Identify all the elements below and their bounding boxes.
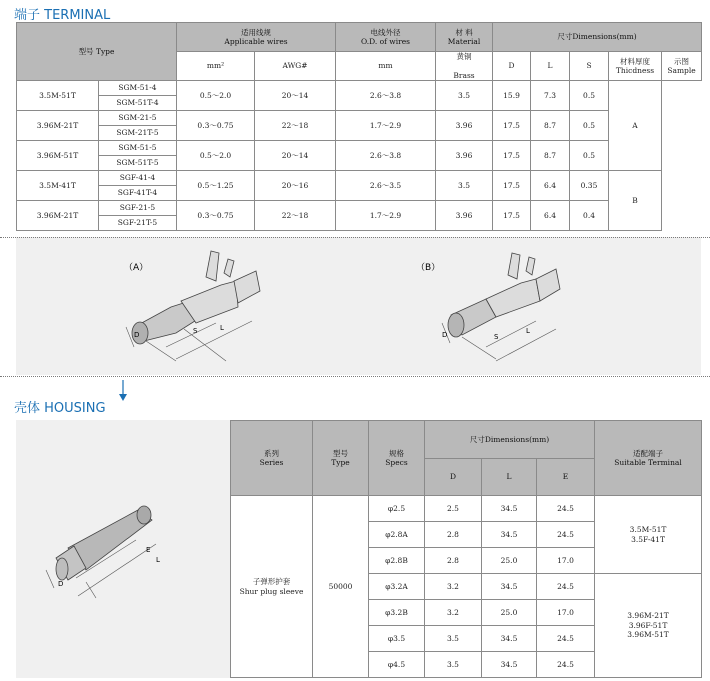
divider-bottom <box>0 376 710 377</box>
suitable-item: 3.5F-41T <box>631 534 665 544</box>
material-cell <box>436 52 493 81</box>
cell-h-d: 3.2 <box>425 600 482 626</box>
cell-type-no: 50000 <box>313 496 369 678</box>
col-series-cn: 系列 <box>264 448 279 458</box>
cell-awg: 22～18 <box>255 201 336 231</box>
terminal-drawings <box>16 237 701 375</box>
cell-type: SGM-51-4 <box>99 81 177 96</box>
col-sample-en: Sample <box>667 66 696 76</box>
cell-d: 3.5 <box>436 81 493 111</box>
cell-spec: φ2.8B <box>369 548 425 574</box>
dim-h-d: D <box>58 580 64 588</box>
cell-awg: 20～16 <box>255 171 336 201</box>
col-specs-en: Specs <box>385 458 408 467</box>
cell-suitable-1 <box>595 496 702 574</box>
housing-table <box>230 420 702 678</box>
cell-od: 2.6～3.8 <box>336 141 436 171</box>
cell-h-d: 2.5 <box>425 496 482 522</box>
diagram-label-a: （A） <box>124 263 149 273</box>
suitable-item: 3.96M-51T <box>627 630 669 640</box>
cell-h-l: 34.5 <box>482 496 537 522</box>
col-thickness-cn: 材料厚度 <box>620 56 651 66</box>
col-awg: AWG# <box>255 52 336 81</box>
cell-thickness: 0.5 <box>570 81 609 111</box>
col-h-e: E <box>537 459 595 496</box>
dim-a-l: L <box>220 324 224 332</box>
cell-h-l: 25.0 <box>482 548 537 574</box>
cell-h-e: 17.0 <box>537 548 595 574</box>
col-od <box>336 23 436 52</box>
cell-h-l: 34.5 <box>482 626 537 652</box>
cell-thickness: 0.35 <box>570 171 609 201</box>
cell-mm2: 0.5～1.25 <box>177 171 255 201</box>
cell-h-d: 3.2 <box>425 574 482 600</box>
col-suitable <box>595 421 702 496</box>
col-d: D <box>493 52 531 81</box>
cell-h-e: 24.5 <box>537 652 595 678</box>
cell-h-l: 34.5 <box>482 574 537 600</box>
col-specs-cn: 规格 <box>389 448 404 458</box>
cell-type: SGF-21T-5 <box>99 216 177 231</box>
cell-h-e: 17.0 <box>537 600 595 626</box>
housing-row <box>231 496 702 522</box>
col-series <box>231 421 313 496</box>
cell-type: SGM-21T-5 <box>99 126 177 141</box>
col-mm: mm <box>336 52 436 81</box>
cell-series <box>231 496 313 678</box>
cell-type: SGF-21-5 <box>99 201 177 216</box>
cell-h-e: 24.5 <box>537 626 595 652</box>
col-thickness <box>609 52 662 81</box>
cell-mm2: 0.3～0.75 <box>177 201 255 231</box>
col-model: 型号 Type <box>17 23 177 81</box>
col-h-d: D <box>425 459 482 496</box>
cell-sample-b: B <box>609 171 662 231</box>
terminal-section-title: 端子 TERMINAL <box>14 8 111 23</box>
cell-h-l: 34.5 <box>482 652 537 678</box>
suitable-item: 3.96M-21T <box>627 611 669 621</box>
cell-h-e: 24.5 <box>537 522 595 548</box>
col-dimensions: 尺寸Dimensions(mm) <box>493 23 702 52</box>
col-suitable-en: Suitable Terminal <box>614 458 682 467</box>
terminal-row <box>17 111 702 126</box>
col-type-en: Type <box>331 458 350 467</box>
col-mm2: mm² <box>177 52 255 81</box>
col-h-l: L <box>482 459 537 496</box>
housing-sleeve <box>56 506 152 580</box>
cell-mm2: 0.5～2.0 <box>177 81 255 111</box>
housing-drawing <box>16 420 230 678</box>
cell-d: 3.5 <box>436 171 493 201</box>
cell-spec: φ2.5 <box>369 496 425 522</box>
cell-s: 6.4 <box>531 171 570 201</box>
dim-b-l: L <box>526 327 530 335</box>
housing-section-title: 壳体 HOUSING <box>14 401 106 416</box>
cell-h-d: 3.5 <box>425 652 482 678</box>
cell-mm2: 0.5～2.0 <box>177 141 255 171</box>
terminal-b-drawing <box>448 253 560 337</box>
terminal-row <box>17 171 702 186</box>
series-en: Shur plug sleeve <box>239 586 304 596</box>
cell-d: 3.96 <box>436 201 493 231</box>
col-specs <box>369 421 425 496</box>
col-s: S <box>570 52 609 81</box>
cell-h-d: 2.8 <box>425 548 482 574</box>
cell-model: 3.96M-51T <box>17 141 99 171</box>
cell-s: 6.4 <box>531 201 570 231</box>
cell-s: 7.3 <box>531 81 570 111</box>
cell-spec: φ3.5 <box>369 626 425 652</box>
cell-d: 3.96 <box>436 141 493 171</box>
cell-type: SGF-41-4 <box>99 171 177 186</box>
material-en: Brass <box>453 70 475 80</box>
col-thickness-en: Thicdness <box>615 66 655 76</box>
cell-l: 17.5 <box>493 201 531 231</box>
cell-spec: φ3.2A <box>369 574 425 600</box>
col-sample-cn: 示图 <box>674 56 690 66</box>
cell-h-e: 24.5 <box>537 574 595 600</box>
cell-thickness: 0.5 <box>570 111 609 141</box>
cell-model: 3.96M-21T <box>17 201 99 231</box>
cell-s: 8.7 <box>531 111 570 141</box>
cell-d: 3.96 <box>436 111 493 141</box>
cell-type: SGM-21-5 <box>99 111 177 126</box>
cell-l: 17.5 <box>493 141 531 171</box>
col-wires <box>177 23 336 52</box>
col-od-cn: 电线外径 <box>370 27 401 37</box>
col-suitable-cn: 适配端子 <box>633 448 664 458</box>
col-type <box>313 421 369 496</box>
cell-h-l: 25.0 <box>482 600 537 626</box>
terminal-row <box>17 81 702 96</box>
terminal-row <box>17 141 702 156</box>
col-material-cn: 材 料 <box>455 27 473 37</box>
terminal-row <box>17 201 702 216</box>
cell-od: 2.6～3.8 <box>336 81 436 111</box>
dim-b-d: D <box>442 331 448 339</box>
material-cn: 黄铜 <box>456 52 472 61</box>
series-cn: 子弹形护套 <box>252 577 291 587</box>
cell-awg: 22～18 <box>255 111 336 141</box>
cell-awg: 20～14 <box>255 81 336 111</box>
cell-od: 1.7～2.9 <box>336 201 436 231</box>
diagram-label-b: （B） <box>416 263 441 273</box>
col-l: L <box>531 52 570 81</box>
col-material-en: Material <box>447 37 481 46</box>
cell-model: 3.5M-41T <box>17 171 99 201</box>
cell-type: SGM-51-5 <box>99 141 177 156</box>
col-material <box>436 23 493 52</box>
cell-awg: 20～14 <box>255 141 336 171</box>
cell-l: 15.9 <box>493 81 531 111</box>
cell-h-d: 2.8 <box>425 522 482 548</box>
col-wires-en: Applicable wires <box>224 37 288 46</box>
cell-thickness: 0.5 <box>570 141 609 171</box>
cell-spec: φ4.5 <box>369 652 425 678</box>
cell-type: SGF-41T-4 <box>99 186 177 201</box>
cell-h-l: 34.5 <box>482 522 537 548</box>
cell-type: SGM-51T-4 <box>99 96 177 111</box>
dim-a-d: D <box>134 331 140 339</box>
dim-h-l: L <box>156 556 160 564</box>
dim-h-e: E <box>146 546 151 554</box>
cell-suitable-2 <box>595 574 702 678</box>
suitable-item: 3.5M-51T <box>629 525 667 535</box>
dim-b-s: S <box>494 333 499 341</box>
cell-mm2: 0.3～0.75 <box>177 111 255 141</box>
cell-od: 1.7～2.9 <box>336 111 436 141</box>
arrow-down-icon <box>118 380 128 402</box>
cell-od: 2.6～3.5 <box>336 171 436 201</box>
cell-spec: φ2.8A <box>369 522 425 548</box>
cell-thickness: 0.4 <box>570 201 609 231</box>
cell-model: 3.96M-21T <box>17 111 99 141</box>
col-type-cn: 型号 <box>333 448 348 458</box>
cell-s: 8.7 <box>531 141 570 171</box>
col-h-dimensions: 尺寸Dimensions(mm) <box>425 421 595 459</box>
cell-l: 17.5 <box>493 171 531 201</box>
col-wires-cn: 适用线规 <box>241 27 271 37</box>
terminal-table <box>16 22 702 231</box>
suitable-item: 3.96F-51T <box>628 620 668 630</box>
cell-l: 17.5 <box>493 111 531 141</box>
col-od-en: O.D. of wires <box>361 37 410 46</box>
cell-h-d: 3.5 <box>425 626 482 652</box>
cell-spec: φ3.2B <box>369 600 425 626</box>
cell-h-e: 24.5 <box>537 496 595 522</box>
cell-type: SGM-51T-5 <box>99 156 177 171</box>
cell-sample-a: A <box>609 81 662 171</box>
col-series-en: Series <box>259 458 284 467</box>
cell-model: 3.5M-51T <box>17 81 99 111</box>
dim-a-s: S <box>193 327 198 335</box>
col-sample <box>662 52 702 81</box>
